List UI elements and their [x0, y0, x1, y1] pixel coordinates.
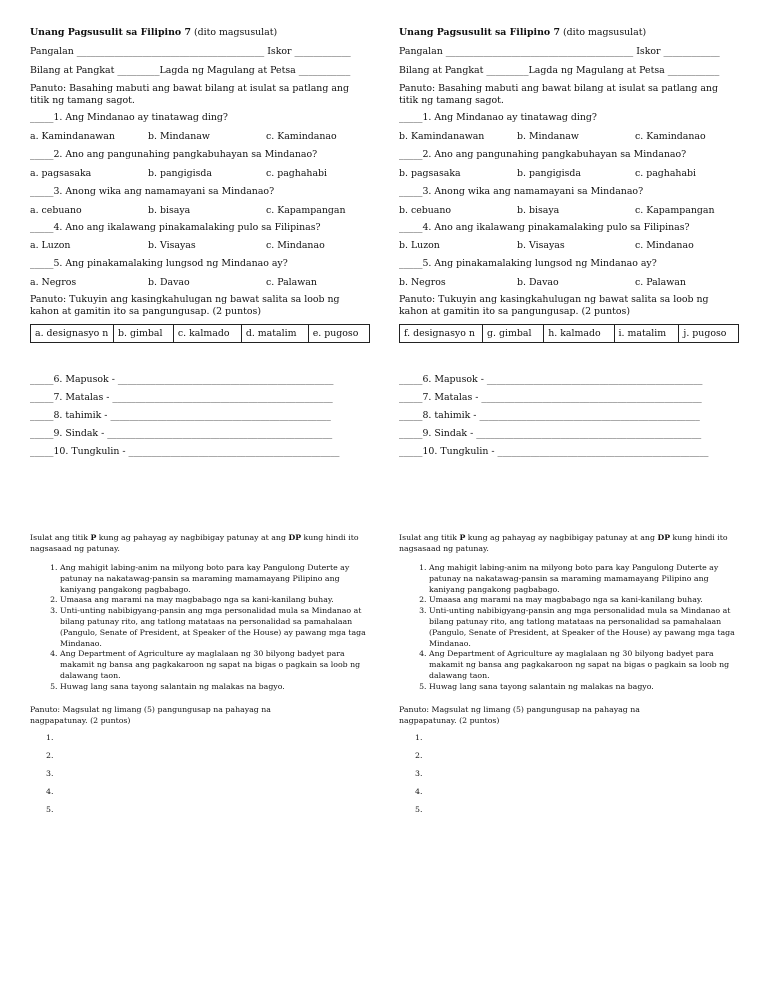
word-option: a. designasyo n — [31, 325, 114, 343]
question-2: _____2. Ano ang pangunahing pangkabuhayan sa Mindanao? — [30, 149, 318, 160]
name-score-line: Pangalan ________________________________________ Iskor ____________ — [30, 46, 351, 57]
answer-number: 3. — [46, 769, 54, 778]
q2-option-c: c. paghahabi — [266, 168, 328, 179]
q5-option-b: b. Davao — [517, 277, 559, 288]
q3-option-a: a. cebuano — [30, 205, 82, 216]
instructions-vocabulary: Panuto: Tukuyin ang kasingkahulugan ng bawat salita sa loob ng kahon at gamitin ito sa pangungusap. (2 puntos) — [399, 294, 709, 317]
answer-number: 1. — [46, 733, 54, 742]
question-2: _____2. Ano ang pangunahing pangkabuhayan sa Mindanao? — [399, 149, 687, 160]
q3-option-c: c. Kapampangan — [635, 205, 715, 216]
q3-option-a: b. cebuano — [399, 205, 452, 216]
q1-option-b: b. Mindanaw — [517, 131, 579, 142]
q5-option-a: b. Negros — [399, 277, 446, 288]
answer-number: 2. — [415, 751, 423, 760]
vocab-item-8: _____8. tahimik - _______________________________________________ — [30, 410, 331, 421]
class-signature-line: Bilang at Pangkat _________Lagda ng Magulang at Petsa ___________ — [399, 65, 720, 76]
word-box — [399, 324, 739, 343]
word-option: b. gimbal — [114, 325, 174, 343]
statement-item: 5. Huwag lang sana tayong salantain ng malakas na bagyo. — [60, 682, 378, 693]
instructions-multiple-choice: Panuto: Basahing mabuti ang bawat bilang at isulat sa patlang ang titik ng tamang sagot. — [30, 83, 349, 106]
exam-title-note: (dito magsusulat) — [562, 27, 647, 38]
vocab-item-7: _____7. Matalas - _______________________________________________ — [30, 392, 333, 403]
statement-item: 1. Ang mahigit labing-anim na milyong boto para kay Pangulong Duterte ay patunay na nakatawag-pansin sa maraming mamamayang Pilipino ang kaniyang pangakong pagbabago. — [60, 563, 378, 595]
q4-option-a: b. Luzon — [399, 240, 440, 251]
vocab-item-9: _____9. Sindak - ________________________________________________ — [30, 428, 333, 439]
statement-item: 2. Umaasa ang marami na may magbabago nga sa kani-kanilang buhay. — [60, 595, 378, 606]
q2-option-c: c. paghahabi — [635, 168, 697, 179]
question-4: _____4. Ano ang ikalawang pinakamalaking pulo sa Filipinas? — [399, 222, 690, 233]
question-1: _____1. Ang Mindanao ay tinatawag ding? — [399, 112, 597, 123]
word-option: f. designasyo n — [400, 325, 483, 343]
question-5: _____5. Ang pinakamalaking lungsod ng Mindanao ay? — [399, 258, 657, 269]
vocab-item-10: _____10. Tungkulin - _____________________________________________ — [399, 446, 709, 457]
q1-option-c: c. Kamindanao — [635, 131, 706, 142]
q1-option-a: a. Kamindanawan — [30, 131, 115, 142]
word-option: c. kalmado — [173, 325, 241, 343]
q2-option-b: b. pangigisda — [148, 168, 212, 179]
q2-option-a: b. pagsasaka — [399, 168, 461, 179]
statement-list — [30, 563, 378, 693]
answer-number: 4. — [46, 787, 54, 796]
word-option: h. kalmado — [544, 325, 614, 343]
q3-option-b: b. bisaya — [517, 205, 560, 216]
vocab-item-9: _____9. Sindak - ________________________________________________ — [399, 428, 702, 439]
vocab-item-6: _____6. Mapusok - ______________________________________________ — [399, 374, 703, 385]
fact-section-left — [30, 532, 366, 814]
write-instructions: Panuto: Magsulat ng limang (5) pangungusap na pahayag na nagpapatunay. (2 puntos) — [30, 705, 271, 725]
answer-number: 2. — [46, 751, 54, 760]
answer-number: 5. — [415, 805, 423, 814]
word-box — [30, 324, 370, 343]
question-4: _____4. Ano ang ikalawang pinakamalaking pulo sa Filipinas? — [30, 222, 321, 233]
vocab-item-8: _____8. tahimik - _______________________________________________ — [399, 410, 700, 421]
name-score-line: Pangalan ________________________________________ Iskor ____________ — [399, 46, 720, 57]
q5-option-a: a. Negros — [30, 277, 77, 288]
q2-option-a: a. pagsasaka — [30, 168, 92, 179]
exam-title-note: (dito magsusulat) — [193, 27, 278, 38]
q5-option-c: c. Palawan — [635, 277, 686, 288]
q1-option-c: c. Kamindanao — [266, 131, 337, 142]
exam-title-line — [30, 27, 277, 39]
answer-number: 1. — [415, 733, 423, 742]
statement-item: 2. Umaasa ang marami na may magbabago nga sa kani-kanilang buhay. — [429, 595, 747, 606]
q1-option-a: b. Kamindanawan — [399, 131, 485, 142]
q3-option-c: c. Kapampangan — [266, 205, 346, 216]
answer-number: 5. — [46, 805, 54, 814]
q1-option-b: b. Mindanaw — [148, 131, 210, 142]
fact-section-right — [399, 532, 735, 814]
q2-option-b: b. pangigisda — [517, 168, 581, 179]
question-3: _____3. Anong wika ang namamayani sa Mindanao? — [30, 186, 275, 197]
fact-instructions: Isulat ang titik P kung ag pahayag ay nagbibigay patunay at ang DP kung hindi ito nagsasaad ng patunay. — [399, 533, 728, 553]
exam-title: Unang Pagsusulit sa Filipino 7 — [399, 27, 560, 38]
statement-item: 1. Ang mahigit labing-anim na milyong boto para kay Pangulong Duterte ay patunay na nakatawag-pansin sa maraming mamamayang Pilipino ang kaniyang pangakong pagbabago. — [429, 563, 747, 595]
q4-option-b: b. Visayas — [148, 240, 196, 251]
class-signature-line: Bilang at Pangkat _________Lagda ng Magulang at Petsa ___________ — [30, 65, 351, 76]
q4-option-a: a. Luzon — [30, 240, 71, 251]
q4-option-b: b. Visayas — [517, 240, 565, 251]
vocab-item-6: _____6. Mapusok - ______________________________________________ — [30, 374, 334, 385]
answer-number: 4. — [415, 787, 423, 796]
vocab-item-10: _____10. Tungkulin - _____________________________________________ — [30, 446, 340, 457]
q5-option-c: c. Palawan — [266, 277, 317, 288]
statement-item: 3. Unti-unting nabibigyang-pansin ang mga personalidad mula sa Mindanao at bilang patunay rito, ang tatlong matataas na personalidad sa pamahalaan (Pangulo, Senate of President, at Speaker of the House) ay pawang mga taga Mindanao. — [60, 606, 378, 649]
word-option: g. gimbal — [483, 325, 544, 343]
answer-number: 3. — [415, 769, 423, 778]
fact-instructions: Isulat ang titik P kung ag pahayag ay nagbibigay patunay at ang DP kung hindi ito nagsasaad ng patunay. — [30, 533, 359, 553]
q3-option-b: b. bisaya — [148, 205, 191, 216]
question-1: _____1. Ang Mindanao ay tinatawag ding? — [30, 112, 228, 123]
statement-item: 4. Ang Department of Agriculture ay maglalaan ng 30 bilyong badyet para makamit ng bansa ang pagkakaroon ng sapat na bigas o pagkain sa loob ng dalawang taon. — [429, 649, 747, 681]
question-5: _____5. Ang pinakamalaking lungsod ng Mindanao ay? — [30, 258, 288, 269]
statement-list — [399, 563, 747, 693]
statement-item: 3. Unti-unting nabibigyang-pansin ang mga personalidad mula sa Mindanao at bilang patunay rito, ang tatlong matataas na personalidad sa pamahalaan (Pangulo, Senate of President, at Speaker of the House) ay pawang mga taga Mindanao. — [429, 606, 747, 649]
exam-title-line — [399, 27, 646, 39]
word-option: j. pugoso — [679, 325, 739, 343]
word-option: i. matalim — [614, 325, 679, 343]
q4-option-c: c. Mindanao — [635, 240, 694, 251]
instructions-multiple-choice: Panuto: Basahing mabuti ang bawat bilang at isulat sa patlang ang titik ng tamang sagot. — [399, 83, 718, 106]
statement-item: 4. Ang Department of Agriculture ay maglalaan ng 30 bilyong badyet para makamit ng bansa ang pagkakaroon ng sapat na bigas o pagkain sa loob ng dalawang taon. — [60, 649, 378, 681]
question-3: _____3. Anong wika ang namamayani sa Mindanao? — [399, 186, 644, 197]
exam-title: Unang Pagsusulit sa Filipino 7 — [30, 27, 191, 38]
q4-option-c: c. Mindanao — [266, 240, 325, 251]
instructions-vocabulary: Panuto: Tukuyin ang kasingkahulugan ng bawat salita sa loob ng kahon at gamitin ito sa pangungusap. (2 puntos) — [30, 294, 340, 317]
write-instructions: Panuto: Magsulat ng limang (5) pangungusap na pahayag na nagpapatunay. (2 puntos) — [399, 705, 640, 725]
statement-item: 5. Huwag lang sana tayong salantain ng malakas na bagyo. — [429, 682, 747, 693]
word-option: d. matalim — [241, 325, 308, 343]
vocab-item-7: _____7. Matalas - _______________________________________________ — [399, 392, 702, 403]
word-option: e. pugoso — [308, 325, 369, 343]
q5-option-b: b. Davao — [148, 277, 190, 288]
